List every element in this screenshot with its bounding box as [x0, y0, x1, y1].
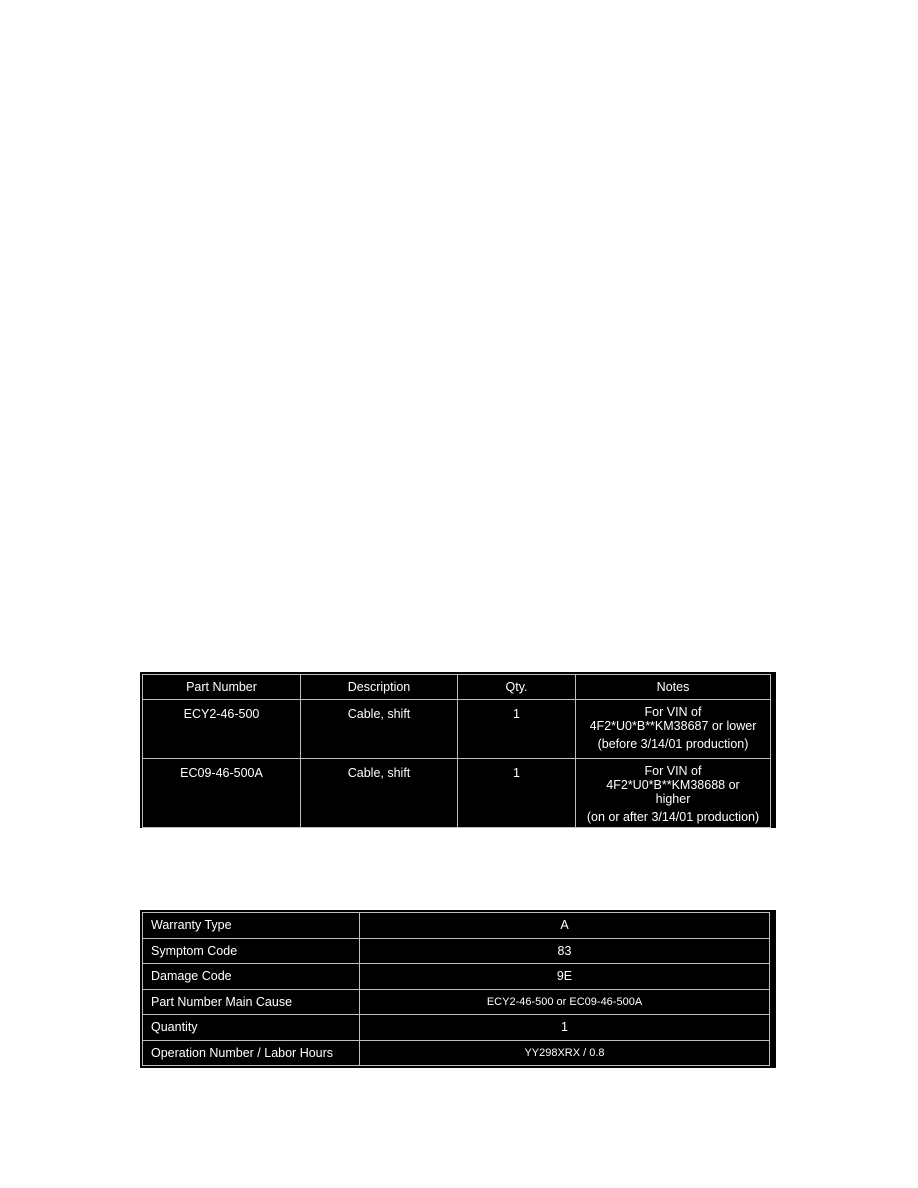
notes-line-2: 4F2*U0*B**KM38687 or lower [589, 719, 757, 733]
qty: 1 [513, 707, 520, 721]
operation-number-value: YY298XRX / 0.8 [360, 1040, 770, 1066]
notes-line-1: For VIN of [644, 705, 702, 719]
quantity-value: 1 [360, 1015, 770, 1041]
main-cause-value: ECY2-46-500 or EC09-46-500A [360, 989, 770, 1015]
warranty-grid [142, 912, 770, 1066]
qty-cell [458, 700, 576, 759]
notes-sub: (before 3/14/01 production) [597, 737, 749, 751]
part-number: EC09-46-500A [180, 766, 263, 780]
notes-text [576, 759, 770, 824]
parts-grid [142, 674, 771, 828]
notes-line-1: For VIN of [644, 764, 702, 778]
qty: 1 [513, 766, 520, 780]
table-row [143, 964, 770, 990]
operation-number-label: Operation Number / Labor Hours [143, 1040, 360, 1066]
notes-line-3: higher [655, 792, 691, 806]
warranty-table [140, 910, 776, 1068]
description-cell [301, 700, 458, 759]
table-row [143, 938, 770, 964]
table-row [143, 1040, 770, 1066]
parts-header-row [143, 675, 771, 700]
parts-table [140, 672, 776, 828]
table-row [143, 989, 770, 1015]
warranty-type-value: A [360, 913, 770, 939]
notes-cell [576, 759, 771, 828]
description: Cable, shift [347, 766, 411, 780]
header-notes: Notes [576, 675, 771, 700]
notes-text [576, 700, 770, 751]
main-cause-label: Part Number Main Cause [143, 989, 360, 1015]
notes-cell [576, 700, 771, 759]
description-cell [301, 759, 458, 828]
part-number-cell [143, 759, 301, 828]
warranty-type-label: Warranty Type [143, 913, 360, 939]
header-qty: Qty. [458, 675, 576, 700]
table-row [143, 700, 771, 759]
part-number-cell [143, 700, 301, 759]
symptom-code-label: Symptom Code [143, 938, 360, 964]
damage-code-value: 9E [360, 964, 770, 990]
notes-line-2: 4F2*U0*B**KM38688 or [606, 778, 740, 792]
table-row [143, 1015, 770, 1041]
header-description: Description [301, 675, 458, 700]
quantity-label: Quantity [143, 1015, 360, 1041]
description: Cable, shift [347, 707, 411, 721]
damage-code-label: Damage Code [143, 964, 360, 990]
header-part-number: Part Number [143, 675, 301, 700]
table-row [143, 759, 771, 828]
qty-cell [458, 759, 576, 828]
part-number: ECY2-46-500 [183, 707, 260, 721]
notes-sub: (on or after 3/14/01 production) [586, 810, 760, 824]
table-row [143, 913, 770, 939]
symptom-code-value: 83 [360, 938, 770, 964]
